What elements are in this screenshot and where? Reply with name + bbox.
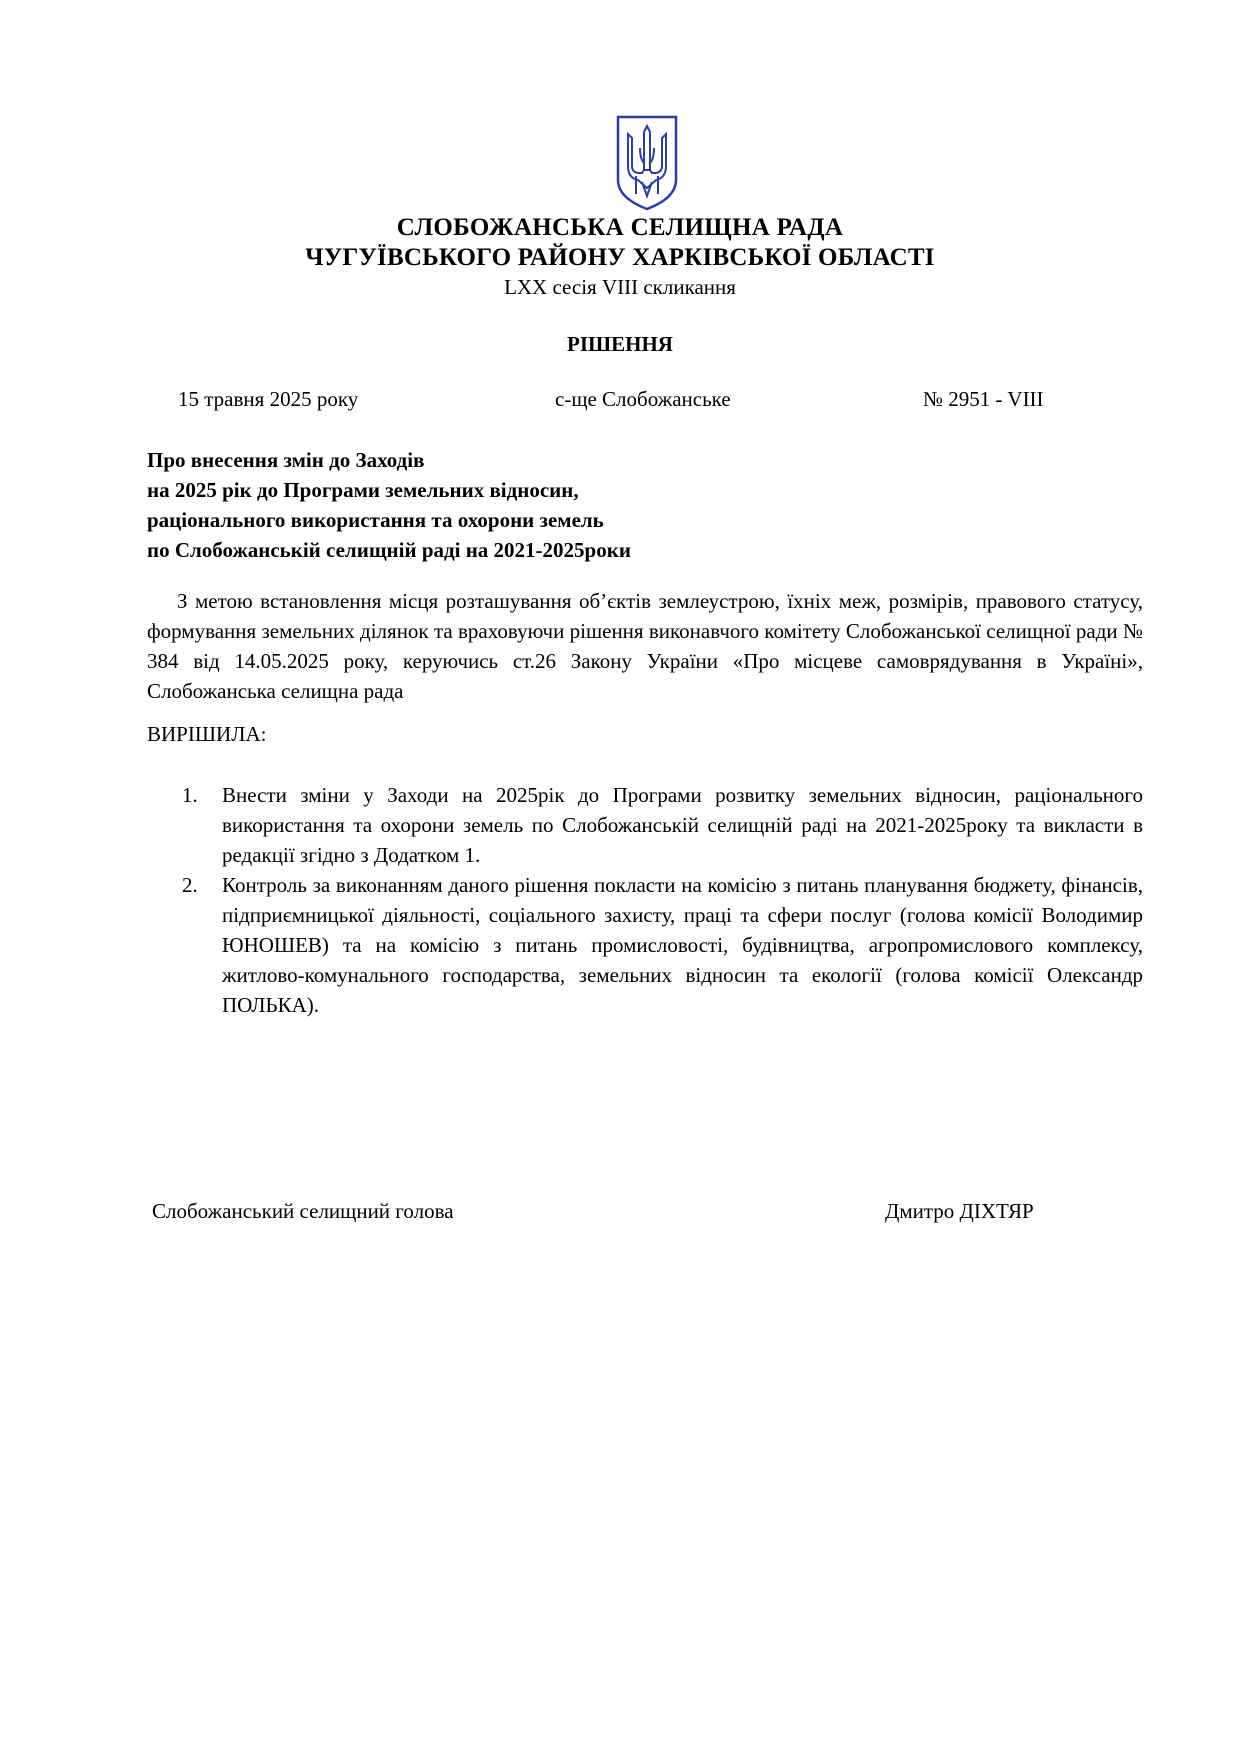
resolved-heading: ВИРІШИЛА: — [147, 722, 267, 746]
subject-line: по Слобожанській селищній раді на 2021-2025роки — [147, 538, 631, 562]
decision-subject — [147, 445, 631, 565]
decision-number: № 2951 - VIII — [923, 387, 1044, 411]
district-name: ЧУГУЇВСЬКОГО РАЙОНУ ХАРКІВСЬКОЇ ОБЛАСТІ — [305, 244, 935, 271]
session-line: LXX сесія VIII скликання — [504, 275, 736, 299]
list-item — [147, 870, 1143, 1020]
council-name: СЛОБОЖАНСЬКА СЕЛИЩНА РАДА — [396, 214, 844, 241]
signature-name: Дмитро ДІХТЯР — [885, 1199, 1034, 1223]
document-type-title: РІШЕННЯ — [567, 332, 673, 356]
decision-place: с-ще Слобожанське — [555, 387, 731, 411]
item-text: Внести зміни у Заходи на 2025рік до Програми розвитку земельних відносин, раціонального використання та охорони земель по Слобожанській селищній раді на 2021-2025року та викласти в редакції згідно з Додатком 1. — [222, 783, 1143, 867]
subject-line: Про внесення змін до Заходів — [147, 448, 425, 472]
decision-date: 15 травня 2025 року — [178, 387, 359, 411]
item-text: Контроль за виконанням даного рішення покласти на комісію з питань планування бюджету, фінансів, підприємницької діяльності, соціального захисту, праці та сфери послуг (голова комісії Володимир ЮНОШЕВ) та на комісію з питань промисловості, будівництва, агропромислового комплексу, житлово-комунального господарства, земельних відносин та екології (голова комісії Олександр ПОЛЬКА). — [222, 873, 1143, 1017]
preamble-paragraph: З метою встановлення місця розташування об’єктів землеустрою, їхніх меж, розмірів, правового статусу, формування земельних ділянок та враховуючи рішення виконавчого комітету Слобожанської селищної ради № 384 від 14.05.2025 року, керуючись ст.26 Закону України «Про місцеве самоврядування в Україні», Слобожанська селищна рада — [147, 589, 1143, 703]
item-number: 1. — [182, 783, 198, 807]
coat-of-arms-icon — [614, 114, 680, 212]
item-number: 2. — [182, 873, 198, 897]
decision-items — [147, 780, 1143, 1020]
subject-line: раціонального використання та охорони земель — [147, 508, 604, 532]
subject-line: на 2025 рік до Програми земельних відносин, — [147, 478, 579, 502]
signature-position: Слобожанський селищний голова — [152, 1199, 454, 1223]
list-item — [147, 780, 1143, 870]
